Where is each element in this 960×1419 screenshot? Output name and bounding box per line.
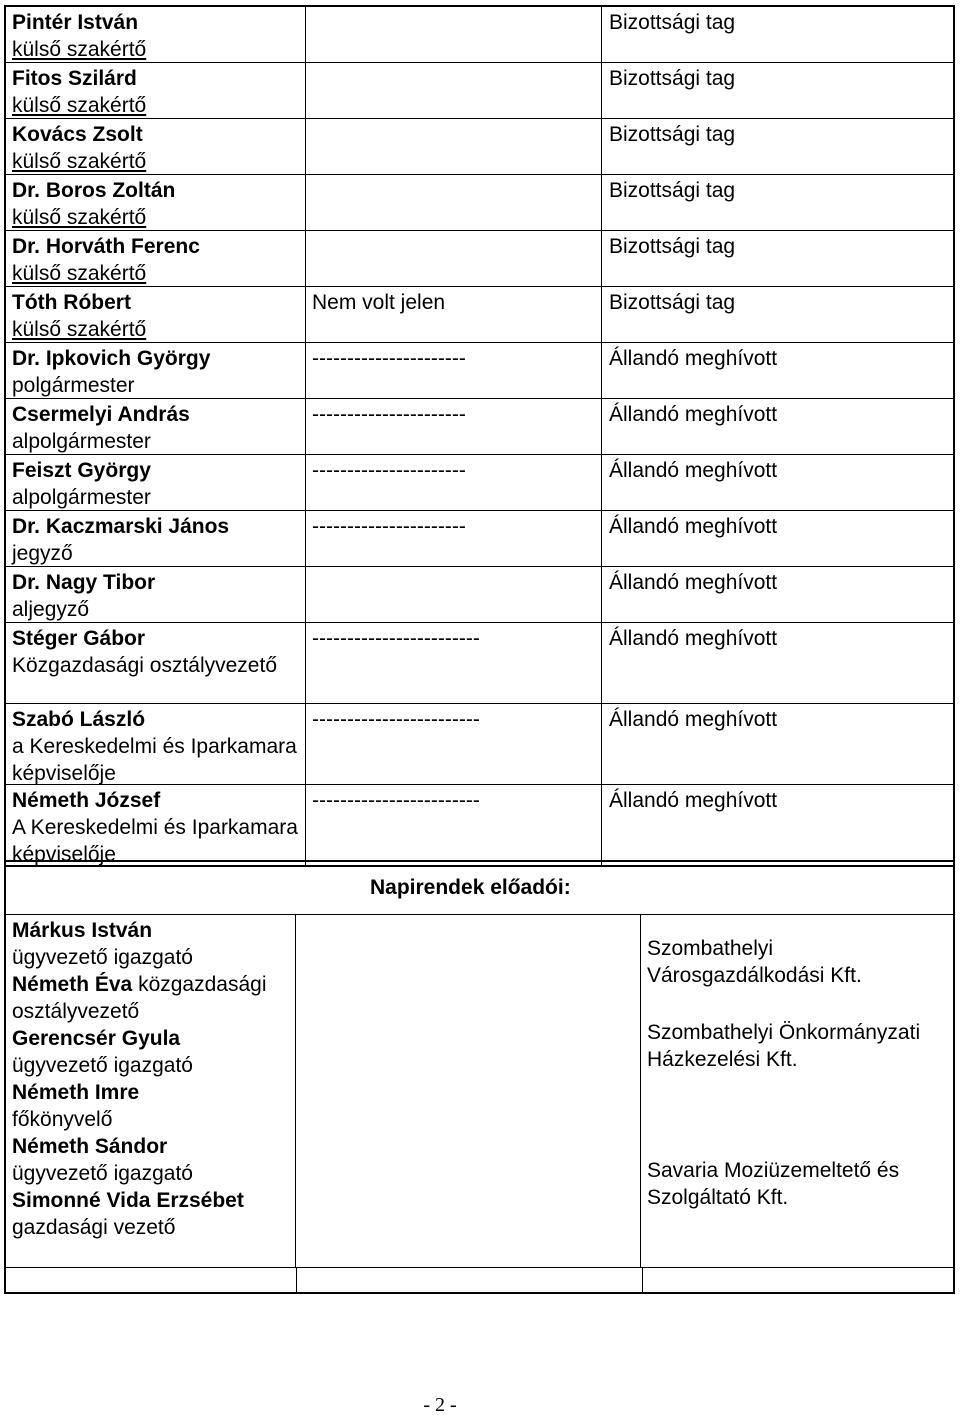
member-note — [306, 119, 602, 174]
presenter-item — [12, 1079, 289, 1133]
presenter-name: Németh Sándor — [12, 1135, 168, 1158]
table-row — [6, 7, 953, 63]
member-status: Állandó meghívott — [609, 789, 778, 812]
member-status: Bizottsági tag — [609, 291, 736, 314]
member-note: Nem volt jelen — [306, 287, 602, 342]
member-note — [306, 567, 602, 622]
presenter-name: Németh Imre — [12, 1081, 140, 1104]
member-role: külső szakértő — [12, 318, 147, 341]
member-name: Dr. Boros Zoltán — [12, 179, 176, 202]
member-name: Stéger Gábor — [12, 627, 146, 650]
presenter-name: Márkus István — [12, 919, 153, 942]
page-number: - 2 - — [423, 1394, 457, 1416]
member-role: A Kereskedelmi és Iparkamara képviselője — [12, 816, 298, 866]
member-status: Bizottsági tag — [609, 179, 736, 202]
member-name: Pintér István — [12, 11, 139, 34]
presenters-list — [6, 915, 296, 1267]
empty-row — [6, 1268, 953, 1294]
presenters-empty-column — [296, 915, 641, 1267]
member-note: ---------------------- — [306, 399, 602, 454]
presenter-item — [12, 971, 289, 1025]
member-status: Bizottsági tag — [609, 11, 736, 34]
member-status: Állandó meghívott — [609, 347, 778, 370]
member-role: aljegyző — [12, 598, 90, 621]
member-note: ------------------------ — [306, 704, 602, 784]
member-note — [306, 7, 602, 62]
presenters-heading: Napirendek előadói: — [370, 876, 571, 899]
member-name: Dr. Horváth Ferenc — [12, 235, 200, 258]
table-row — [6, 119, 953, 175]
table-row — [6, 175, 953, 231]
presenter-name: Németh Éva — [12, 973, 133, 996]
presenter-item — [12, 917, 289, 971]
member-note: ------------------------ — [306, 785, 602, 865]
presenter-role: ügyvezető igazgató — [12, 1054, 193, 1077]
presenter-role: közgazdasági osztályvezető — [12, 973, 267, 1023]
presenters-row — [6, 915, 953, 1268]
member-name: Németh József — [12, 789, 161, 812]
member-status: Állandó meghívott — [609, 403, 778, 426]
table-row — [6, 704, 953, 785]
member-status: Bizottsági tag — [609, 123, 736, 146]
member-name: Dr. Ipkovich György — [12, 347, 211, 370]
attendance-table — [4, 5, 955, 867]
member-status: Bizottsági tag — [609, 235, 736, 258]
member-note: ---------------------- — [306, 343, 602, 398]
table-row — [6, 399, 953, 455]
member-status: Állandó meghívott — [609, 571, 778, 594]
presenter-item — [12, 1025, 289, 1079]
presenter-item — [12, 1133, 289, 1187]
member-note — [306, 231, 602, 286]
member-name: Feiszt György — [12, 459, 151, 482]
presenter-role: gazdasági vezető — [12, 1216, 176, 1239]
table-row — [6, 567, 953, 623]
presenters-header — [6, 862, 953, 915]
member-note — [306, 175, 602, 230]
table-row — [6, 785, 953, 865]
member-role: külső szakértő — [12, 206, 147, 229]
company-name: Szombathelyi Városgazdálkodási Kft. — [647, 937, 862, 987]
member-role: alpolgármester — [12, 486, 151, 509]
member-status: Állandó meghívott — [609, 459, 778, 482]
company-name: Szombathelyi Önkormányzati Házkezelési Kft. — [647, 1021, 921, 1071]
member-role: külső szakértő — [12, 262, 147, 285]
presenter-role: főkönyvelő — [12, 1108, 113, 1131]
presenter-name: Gerencsér Gyula — [12, 1027, 181, 1050]
presenter-role: ügyvezető igazgató — [12, 1162, 193, 1185]
member-name: Kovács Zsolt — [12, 123, 143, 146]
member-name: Szabó László — [12, 708, 146, 731]
table-row — [6, 231, 953, 287]
member-role: Közgazdasági osztályvezető — [12, 654, 277, 677]
member-name: Dr. Nagy Tibor — [12, 571, 156, 594]
table-row — [6, 623, 953, 704]
member-role: külső szakértő — [12, 150, 147, 173]
presenter-role: ügyvezető igazgató — [12, 946, 193, 969]
member-note — [306, 63, 602, 118]
member-role: külső szakértő — [12, 38, 147, 61]
member-status: Bizottsági tag — [609, 67, 736, 90]
member-status: Állandó meghívott — [609, 708, 778, 731]
table-row — [6, 511, 953, 567]
member-name: Tóth Róbert — [12, 291, 131, 314]
company-name: Savaria Moziüzemeltető és Szolgáltató Kft. — [647, 1159, 900, 1209]
table-row — [6, 63, 953, 119]
table-row — [6, 455, 953, 511]
member-status: Állandó meghívott — [609, 627, 778, 650]
companies-list — [641, 915, 953, 1267]
table-row — [6, 287, 953, 343]
member-name: Dr. Kaczmarski János — [12, 515, 230, 538]
presenters-section — [4, 860, 955, 1294]
presenter-item — [12, 1187, 289, 1241]
member-name: Fitos Szilárd — [12, 67, 137, 90]
table-row — [6, 343, 953, 399]
member-note: ---------------------- — [306, 511, 602, 566]
member-role: jegyző — [12, 542, 73, 565]
member-status: Állandó meghívott — [609, 515, 778, 538]
member-name: Csermelyi András — [12, 403, 190, 426]
member-role: polgármester — [12, 374, 135, 397]
member-role: alpolgármester — [12, 430, 151, 453]
member-role: külső szakértő — [12, 94, 147, 117]
presenter-name: Simonné Vida Erzsébet — [12, 1189, 244, 1212]
member-note: ---------------------- — [306, 455, 602, 510]
member-role: a Kereskedelmi és Iparkamara képviselője — [12, 735, 297, 785]
member-note: ------------------------ — [306, 623, 602, 703]
